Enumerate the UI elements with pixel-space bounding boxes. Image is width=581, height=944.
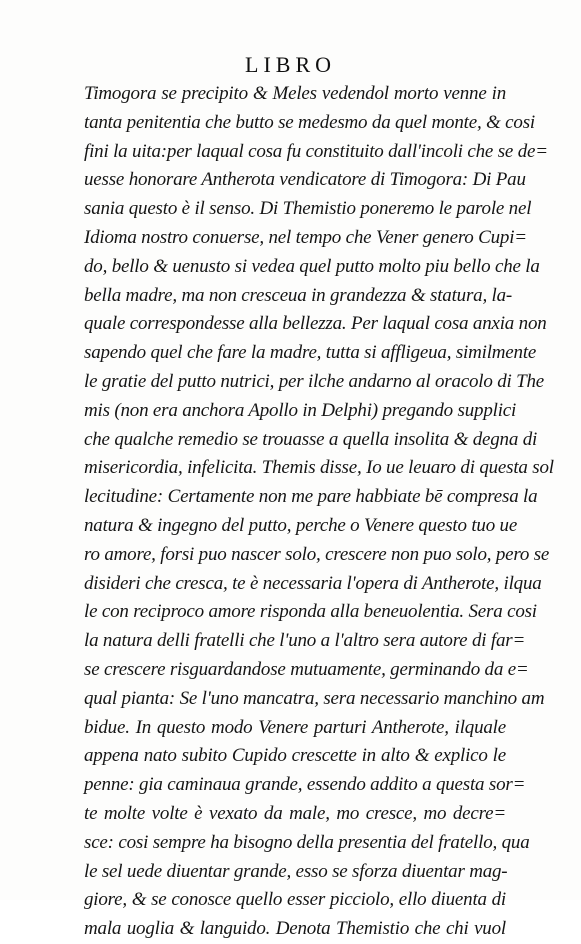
text-line: tanta penitentia che butto se medesmo da quel monte, & cosi xyxy=(84,111,535,133)
text-line: te molte volte è vexato da male, mo cresce, mo decre= xyxy=(84,802,506,824)
text-line: quale correspondesse alla bellezza. Per laqual cosa anxia non xyxy=(84,313,547,335)
text-line: bella madre, ma non cresceua in grandezza & statura, la- xyxy=(84,284,513,306)
text-line: Idioma nostro conuerse, nel tempo che Vener genero Cupi= xyxy=(84,226,527,248)
text-line: la natura delli fratelli che l'uno a l'altro sera autore di far= xyxy=(84,630,526,652)
text-line: sce: cosi sempre ha bisogno della presentia del fratello, qua xyxy=(84,831,530,853)
text-line: sapendo quel che fare la madre, tutta si affligeua, similmente xyxy=(84,342,537,364)
text-line: sania questo è il senso. Di Themistio poneremo le parole nel xyxy=(84,198,532,220)
text-line: disideri che cresca, te è necessaria l'opera di Antherote, ilqua xyxy=(84,572,542,594)
text-line: giore, & se conosce quello esser picciolo, ello diuenta di xyxy=(84,889,506,911)
text-line: se crescere risguardandose mutuamente, germinando da e= xyxy=(84,658,529,680)
text-line: che qualche remedio se trouasse a quella insolita & degna di xyxy=(84,428,538,450)
text-line: mala uoglia & languido. Denota Themistio che chi vuol xyxy=(84,918,506,940)
text-line: le con reciproco amore risponda alla beneuolentia. Sera cosi xyxy=(84,601,537,623)
text-line: le gratie del putto nutrici, per ilche andarno al oracolo di The xyxy=(84,370,545,392)
body-text xyxy=(84,80,554,944)
running-head: LIBRO xyxy=(245,52,336,77)
text-line: do, bello & uenusto si vedea quel putto molto piu bello che la xyxy=(84,255,540,277)
text-line: mis (non era anchora Apollo in Delphi) pregando supplici xyxy=(84,399,517,421)
text-line: Timogora se precipito & Meles vedendol morto venne in xyxy=(84,83,506,104)
text-line: natura & ingegno del putto, perche o Venere questo tuo ue xyxy=(84,514,518,536)
text-line: lecitudine: Certamente non me pare habbiate bē compresa la xyxy=(84,486,538,508)
text-line: uesse honorare Antherota vendicatore di Timogora: Di Pau xyxy=(84,169,526,191)
text-line: penne: gia caminaua grande, essendo addito a questa sor= xyxy=(84,774,526,796)
text-line: le sel uede diuentar grande, esso se sforza diuentar mag- xyxy=(84,860,508,882)
text-line: ro amore, forsi puo nascer solo, crescere non puo solo, pero se xyxy=(84,543,550,565)
text-line: appena nato subito Cupido crescette in alto & explico le xyxy=(84,745,506,767)
text-line: qual pianta: Se l'uno mancatra, sera necessario manchino am xyxy=(84,687,545,709)
text-line: fini la uita:per laqual cosa fu constituito dall'incoli che se de= xyxy=(84,140,548,162)
text-line: misericordia, infelicita. Themis disse, Io ue leuaro di questa sol xyxy=(84,457,554,479)
text-line: bidue. In questo modo Venere parturi Antherote, ilquale xyxy=(84,716,506,738)
